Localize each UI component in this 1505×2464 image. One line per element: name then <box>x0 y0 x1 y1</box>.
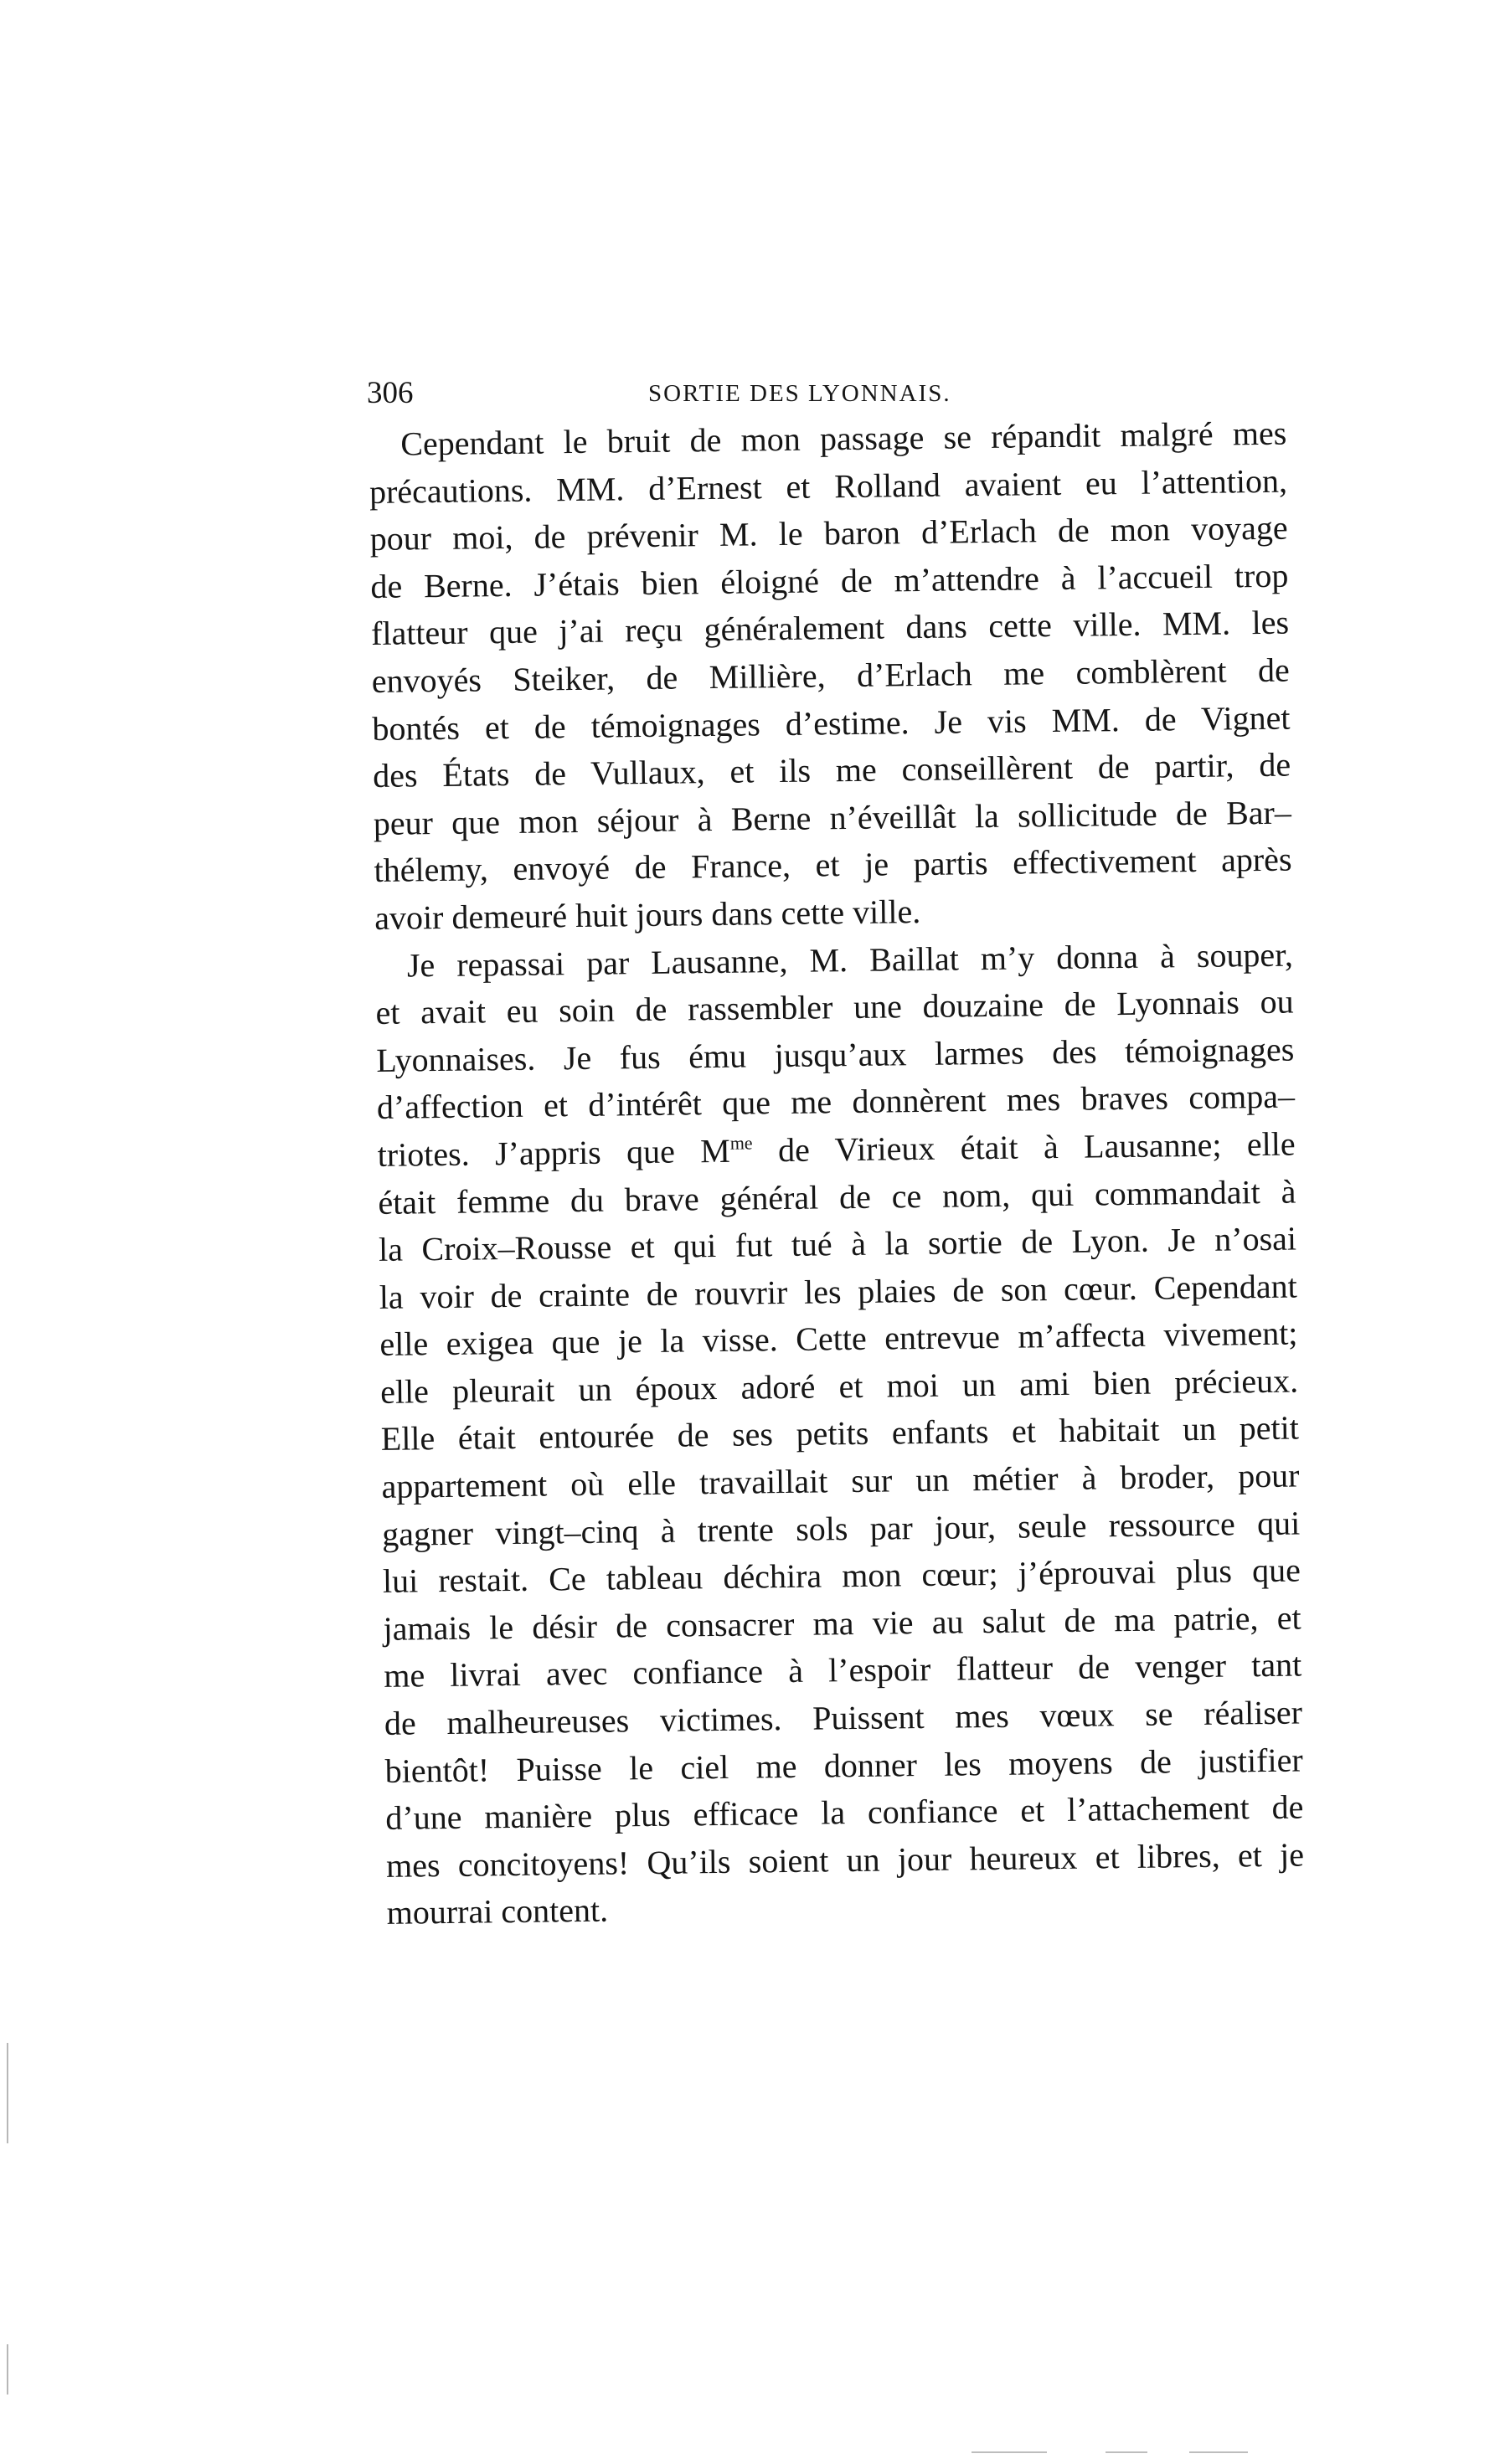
text-line: gagner vingt–cinq à trente sols par jour, seule ressource qui <box>381 1504 1301 1553</box>
text-line: elle exigea que je la visse. Cette entrevue m’affecta vivement; <box>379 1314 1298 1364</box>
text-line: des États de Vullaux, et ils me conseillèrent de partir, de <box>372 745 1291 795</box>
text-line: thélemy, envoyé de France, et je partis effectivement après <box>374 840 1292 890</box>
text-line: jamais le désir de consacrer ma vie au salut de ma patrie, et <box>383 1598 1301 1648</box>
text-line: d’affection et d’intérêt que me donnèrent mes braves compa– <box>376 1077 1296 1127</box>
text-line: bontés et de témoignages d’estime. Je vis MM. de Vignet <box>372 698 1291 748</box>
text-line: de malheureuses victimes. Puissent mes vœux se réaliser <box>384 1693 1303 1742</box>
text-line: la Croix–Rousse et qui fut tué à la sortie de Lyon. Je n’osai <box>378 1219 1297 1269</box>
text-line: me livrai avec confiance à l’espoir flatteur de venger tant <box>384 1645 1302 1695</box>
text-line: de Berne. J’étais bien éloigné de m’attendre à l’accueil trop <box>370 556 1289 605</box>
text-line: Je repassai par Lausanne, M. Baillat m’y donna à souper, <box>406 935 1294 985</box>
text-line: envoyés Steiker, de Millière, d’Erlach me comblèrent de <box>371 651 1290 700</box>
text-line: et avait eu soin de rassembler une douzaine de Lyonnais ou <box>375 982 1294 1032</box>
paragraph-1 <box>369 410 1293 943</box>
text-fragment: de Virieux était à Lausanne; elle <box>752 1124 1296 1170</box>
text-line: était femme du brave général de ce nom, qui commandait à <box>378 1172 1296 1222</box>
text-line: Elle était entourée de ses petits enfants et habitait un petit <box>380 1408 1300 1458</box>
text-line: d’une manière plus efficace la confiance et l’attachement de <box>385 1788 1304 1838</box>
text-line: elle pleurait un époux adoré et moi un ami bien précieux. <box>379 1361 1299 1411</box>
superscript: me <box>729 1132 753 1154</box>
text-line: Lyonnaises. Je fus ému jusqu’aux larmes des témoignages <box>376 1030 1295 1079</box>
text-line: précautions. MM. d’Ernest et Rolland avaient eu l’attention, <box>369 461 1288 511</box>
text-line: la voir de crainte de rouvrir les plaies de son cœur. Cependant <box>379 1267 1297 1316</box>
body-text <box>369 410 1305 1937</box>
text-line: flatteur que j’ai reçu généralement dans cette ville. MM. les <box>370 603 1290 653</box>
page-number: 306 <box>367 376 414 410</box>
text-line: Cependant le bruit de mon passage se répandit malgré mes <box>400 414 1287 463</box>
text-line: avoir demeuré huit jours dans cette ville. <box>374 892 921 937</box>
scan-margin-mark <box>7 2344 8 2395</box>
scan-margin-mark <box>7 2043 8 2143</box>
text-line: appartement où elle travaillait sur un métier à broder, pour <box>381 1456 1300 1505</box>
running-title: SORTIE DES LYONNAIS. <box>648 380 951 407</box>
text-line: pour moi, de prévenir M. le baron d’Erlach de mon voyage <box>369 508 1288 558</box>
text-line: mes concitoyens! Qu’ils soient un jour heureux et libres, et je <box>385 1835 1305 1885</box>
text-line: mourrai content. <box>386 1891 609 1932</box>
text-fragment: triotes. J’appris que M <box>377 1131 731 1174</box>
scan-edge-mark <box>1189 2451 1248 2453</box>
scan-edge-mark <box>972 2451 1047 2453</box>
scan-edge-mark <box>1106 2451 1147 2453</box>
text-line: bientôt! Puisse le ciel me donner les moyens de justifier <box>384 1741 1303 1790</box>
text-line: peur que mon séjour à Berne n’éveillât la sollicitude de Bar– <box>373 793 1292 842</box>
paragraph-2 <box>375 931 1305 1937</box>
text-line: lui restait. Ce tableau déchira mon cœur; j’éprouvai plus que <box>382 1551 1301 1601</box>
